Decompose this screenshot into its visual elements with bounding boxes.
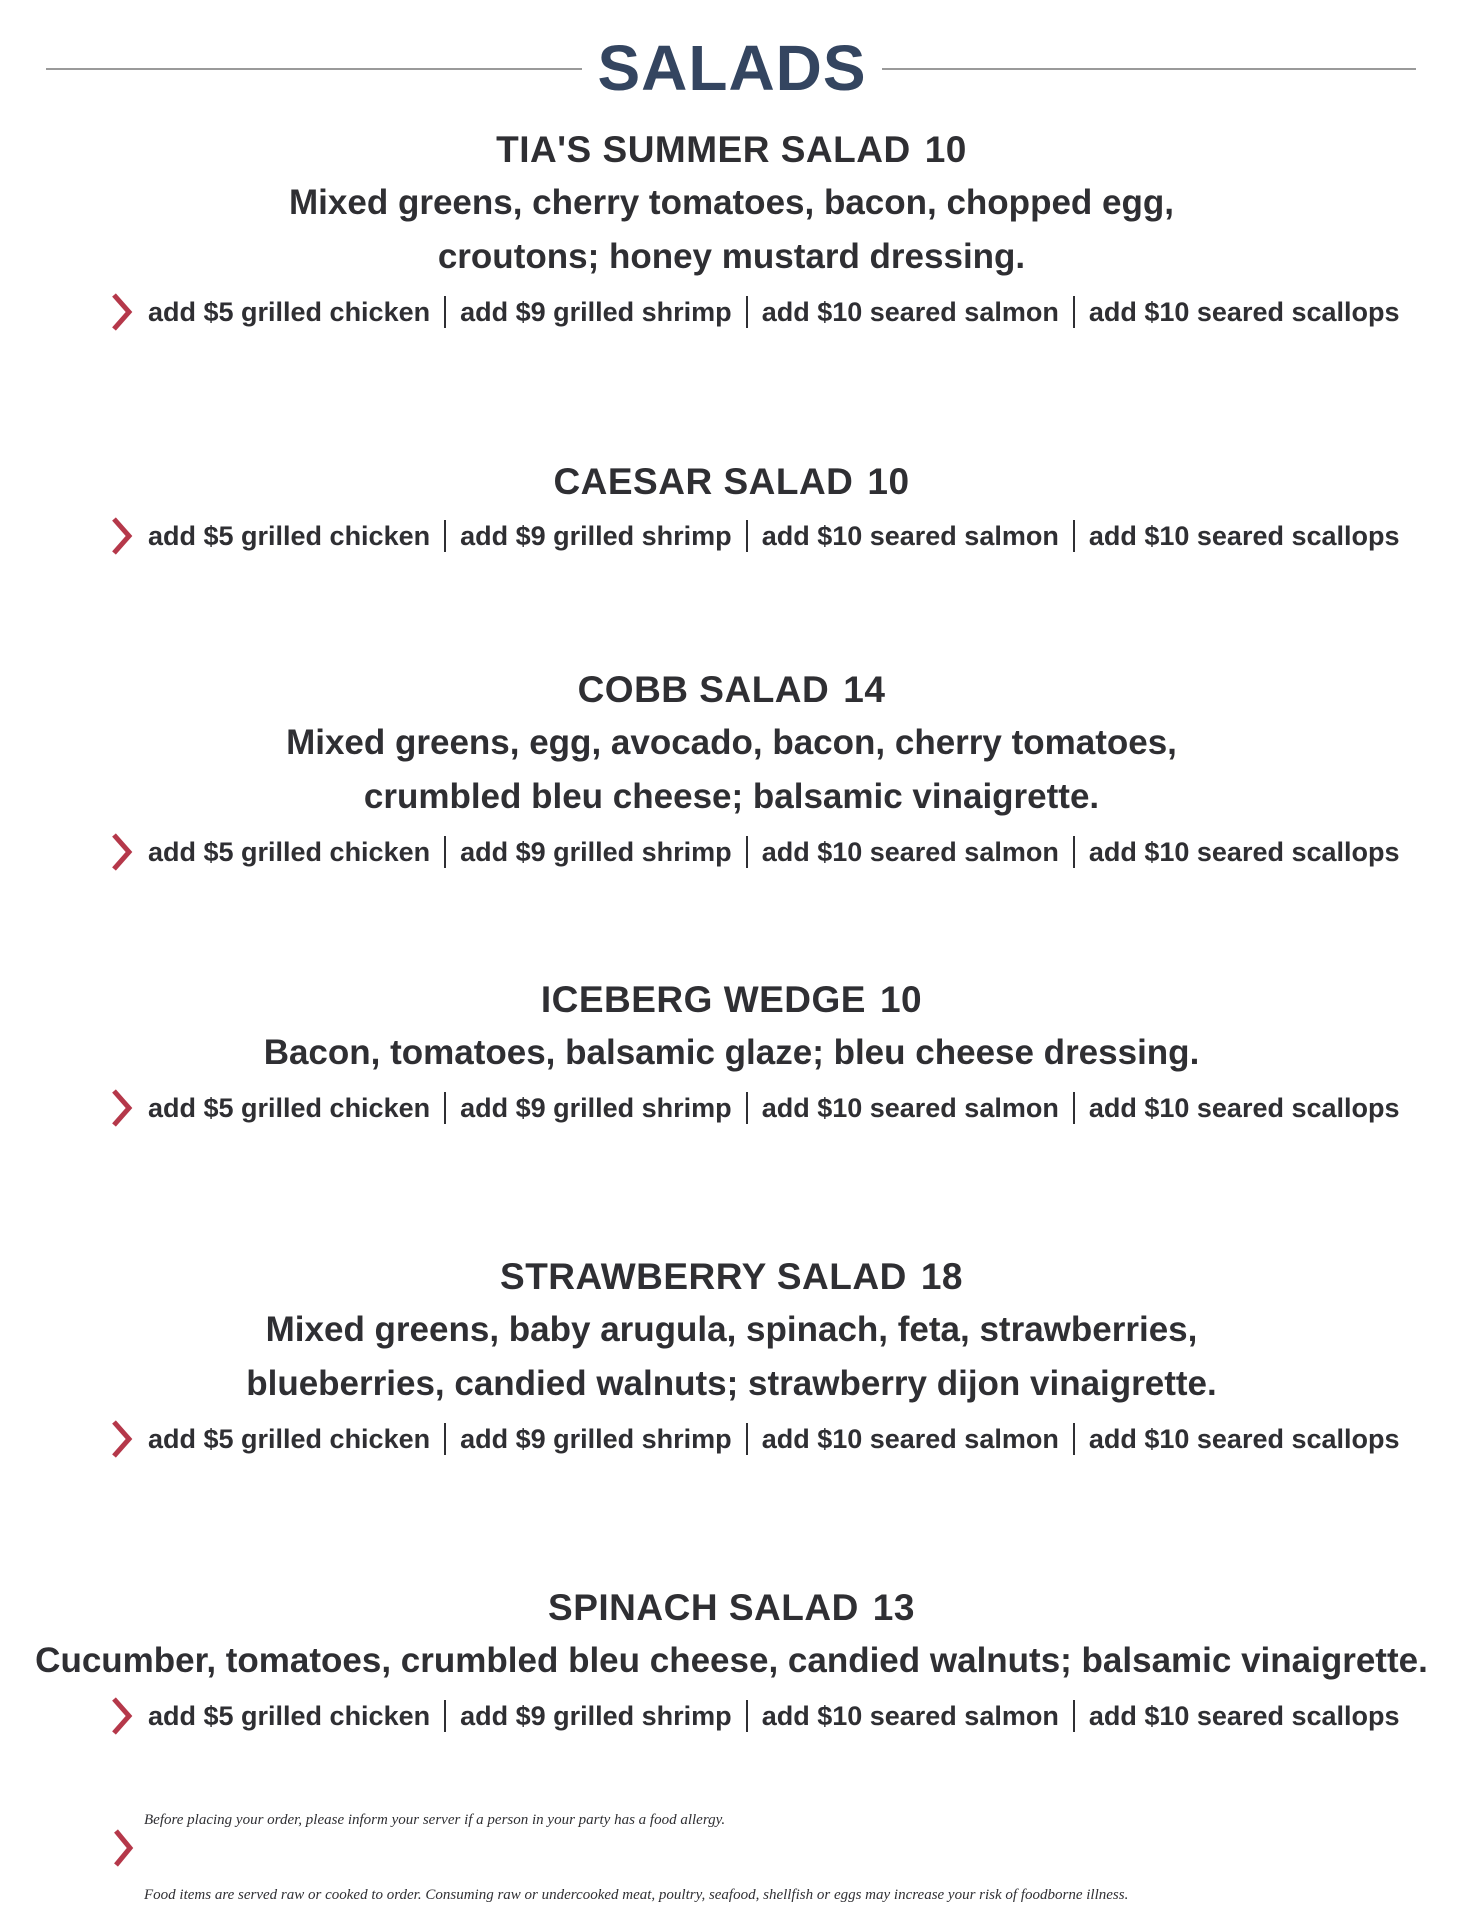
addon-chicken: add $5 grilled chicken <box>148 837 431 867</box>
menu-item-strawberry-salad <box>0 1251 1463 1463</box>
separator <box>444 520 446 552</box>
separator <box>1073 1092 1075 1124</box>
chevron-right-icon <box>110 292 134 332</box>
separator <box>1073 296 1075 328</box>
addon-options <box>148 288 1400 336</box>
chevron-right-icon <box>110 1088 134 1128</box>
addon-shrimp: add $9 grilled shrimp <box>460 297 732 327</box>
addon-row <box>0 288 1463 336</box>
chevron-right-icon <box>110 1696 134 1736</box>
item-price: 10 <box>924 129 967 170</box>
addon-scallops: add $10 seared scallops <box>1088 1093 1400 1123</box>
item-description-line: blueberries, candied walnuts; strawberry dijon vinaigrette. <box>246 1364 1217 1403</box>
section-title: SALADS <box>597 32 867 104</box>
item-name: STRAWBERRY SALAD <box>500 1256 907 1297</box>
separator <box>746 1423 748 1455</box>
item-title <box>0 1251 1463 1303</box>
addon-salmon: add $10 seared salmon <box>761 1701 1059 1731</box>
separator <box>444 1423 446 1455</box>
addon-scallops: add $10 seared scallops <box>1088 1701 1400 1731</box>
header-rule-right <box>882 68 1416 70</box>
item-title <box>0 1582 1463 1634</box>
separator <box>746 836 748 868</box>
separator <box>444 1700 446 1732</box>
menu-item-caesar-salad <box>0 456 1463 560</box>
chevron-right-icon <box>110 516 134 556</box>
item-name: TIA'S SUMMER SALAD <box>496 129 911 170</box>
item-price: 14 <box>843 669 886 710</box>
menu-item-spinach-salad <box>0 1582 1463 1740</box>
item-title <box>0 974 1463 1026</box>
addon-shrimp: add $9 grilled shrimp <box>460 1093 732 1123</box>
separator <box>1073 836 1075 868</box>
addon-shrimp: add $9 grilled shrimp <box>460 521 732 551</box>
item-description-line: Cucumber, tomatoes, crumbled bleu cheese, candied walnuts; balsamic vinaigrette. <box>35 1641 1428 1680</box>
item-price: 18 <box>920 1256 963 1297</box>
addon-chicken: add $5 grilled chicken <box>148 1424 431 1454</box>
menu-item-cobb-salad <box>0 664 1463 876</box>
addon-shrimp: add $9 grilled shrimp <box>460 1701 732 1731</box>
item-description-line: crumbled bleu cheese; balsamic vinaigrette. <box>363 777 1100 816</box>
addon-chicken: add $5 grilled chicken <box>148 1093 431 1123</box>
item-description-line: croutons; honey mustard dressing. <box>437 237 1026 276</box>
chevron-right-icon <box>110 1419 134 1459</box>
addon-salmon: add $10 seared salmon <box>761 1424 1059 1454</box>
addon-options <box>148 512 1400 560</box>
addon-scallops: add $10 seared scallops <box>1088 521 1400 551</box>
addon-chicken: add $5 grilled chicken <box>148 1701 431 1731</box>
addon-salmon: add $10 seared salmon <box>761 1093 1059 1123</box>
separator <box>746 520 748 552</box>
separator <box>1073 520 1075 552</box>
chevron-right-icon <box>112 1828 134 1868</box>
separator <box>1073 1700 1075 1732</box>
item-title <box>0 664 1463 716</box>
addon-options <box>148 1415 1400 1463</box>
addon-scallops: add $10 seared scallops <box>1088 1424 1400 1454</box>
separator <box>444 296 446 328</box>
separator <box>746 1092 748 1124</box>
separator <box>746 1700 748 1732</box>
item-price: 10 <box>867 461 910 502</box>
item-name: SPINACH SALAD <box>548 1587 859 1628</box>
separator <box>746 296 748 328</box>
addon-salmon: add $10 seared salmon <box>761 837 1059 867</box>
separator <box>444 836 446 868</box>
separator <box>1073 1423 1075 1455</box>
addon-salmon: add $10 seared salmon <box>761 521 1059 551</box>
item-description-line: Mixed greens, egg, avocado, bacon, cherry tomatoes, <box>286 723 1177 762</box>
item-name: CAESAR SALAD <box>553 461 854 502</box>
addon-options <box>148 1084 1400 1132</box>
header-rule-left <box>46 68 582 70</box>
separator <box>444 1092 446 1124</box>
addon-chicken: add $5 grilled chicken <box>148 297 431 327</box>
chevron-right-icon <box>110 832 134 872</box>
item-name: COBB SALAD <box>577 669 830 710</box>
item-name: ICEBERG WEDGE <box>540 979 866 1020</box>
addon-row <box>0 512 1463 560</box>
item-title <box>0 456 1463 508</box>
item-price: 10 <box>879 979 923 1020</box>
addon-row <box>0 828 1463 876</box>
addon-scallops: add $10 seared scallops <box>1088 837 1400 867</box>
raw-food-note: Food items are served raw or cooked to order. Consuming raw or undercooked meat, poultry, seafood, shellfish or eggs may increase your risk of foodborne illness. <box>144 1887 1129 1903</box>
item-description-line: Bacon, tomatoes, balsamic glaze; bleu cheese dressing. <box>263 1033 1200 1072</box>
addon-salmon: add $10 seared salmon <box>761 297 1059 327</box>
addon-shrimp: add $9 grilled shrimp <box>460 837 732 867</box>
item-title <box>0 124 1463 176</box>
addon-row <box>0 1692 1463 1740</box>
addon-scallops: add $10 seared scallops <box>1088 297 1400 327</box>
addon-row <box>0 1415 1463 1463</box>
item-price: 13 <box>872 1587 915 1628</box>
addon-row <box>0 1084 1463 1132</box>
item-description-line: Mixed greens, baby arugula, spinach, feta, strawberries, <box>265 1310 1198 1349</box>
addon-chicken: add $5 grilled chicken <box>148 521 431 551</box>
menu-item-iceberg-wedge <box>0 974 1463 1132</box>
menu-header <box>0 28 1463 108</box>
menu-item-tias-summer-salad <box>0 124 1463 336</box>
addon-options <box>148 828 1400 876</box>
addon-options <box>148 1692 1400 1740</box>
allergy-note: Before placing your order, please inform your server if a person in your party has a food allergy. <box>144 1812 726 1828</box>
item-description-line: Mixed greens, cherry tomatoes, bacon, chopped egg, <box>289 183 1174 222</box>
addon-shrimp: add $9 grilled shrimp <box>460 1424 732 1454</box>
